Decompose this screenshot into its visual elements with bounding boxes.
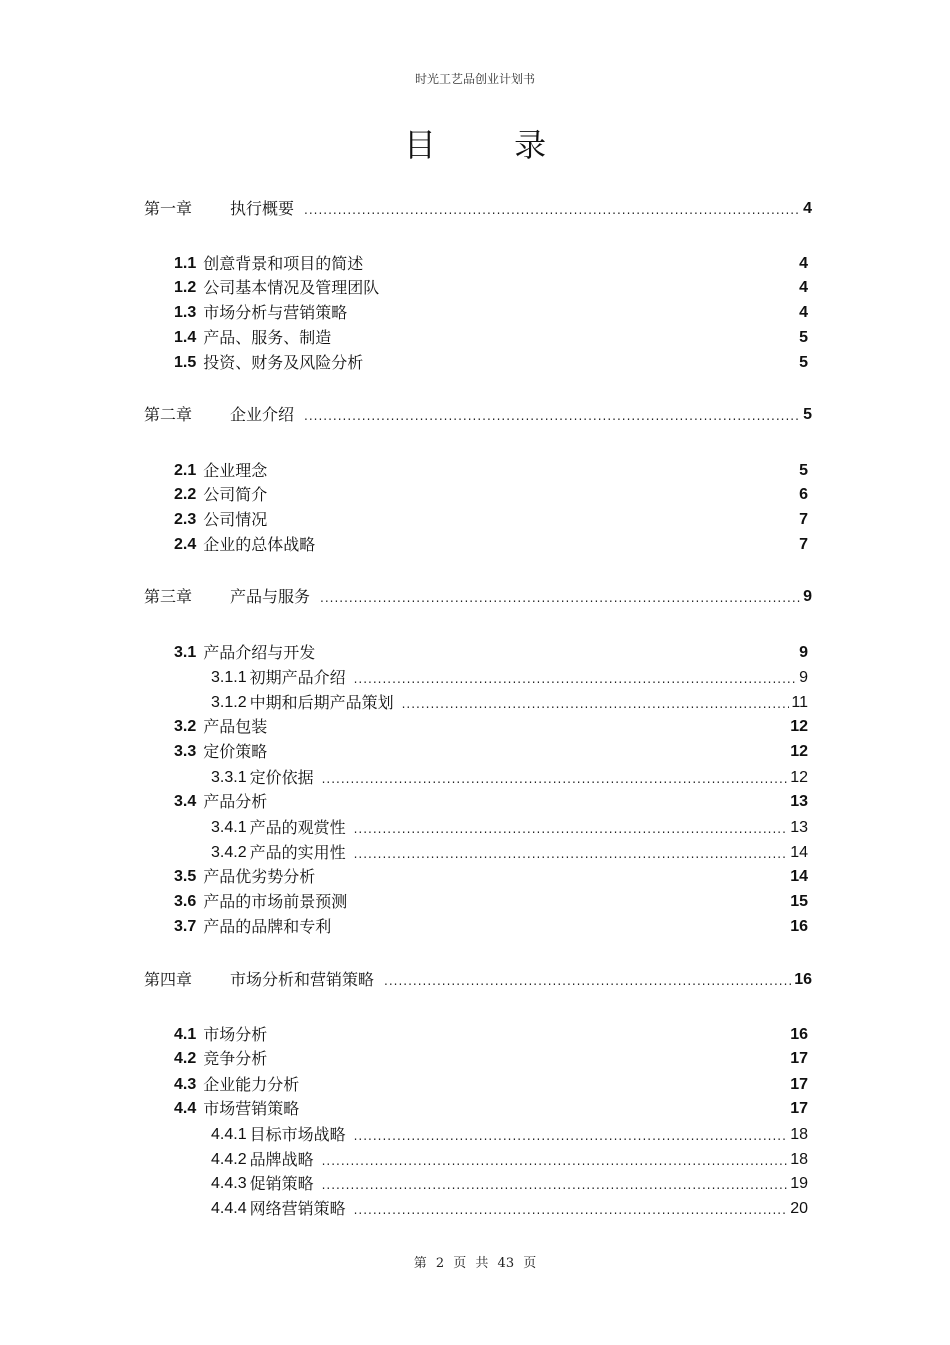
- toc-entry-number: 3.1.1: [211, 669, 247, 686]
- toc-entry-number: 4.4.2: [211, 1151, 247, 1168]
- toc-entry-number: 4.4.3: [211, 1175, 247, 1192]
- toc-entry-number: 3.2: [174, 718, 197, 735]
- toc-entry-title: 公司基本情况及管理团队: [203, 278, 380, 297]
- toc-entry-number: 1.2: [174, 279, 197, 296]
- toc-section-row[interactable]: [174, 916, 808, 938]
- toc-page-number: 4: [799, 304, 808, 321]
- toc-entry-number: 第三章: [144, 587, 193, 606]
- dot-leader: [304, 198, 801, 220]
- toc-page-number: 12: [790, 743, 808, 760]
- toc-entry-number: 4.1: [174, 1026, 197, 1043]
- toc-section-row[interactable]: [174, 534, 808, 556]
- toc-entry-number: 3.7: [174, 918, 197, 935]
- toc-entry-number: 4.4: [174, 1100, 197, 1117]
- dot-leader: [322, 767, 789, 789]
- toc-entry-title: 中期和后期产品策划: [249, 693, 394, 712]
- toc-entry-number: 第四章: [144, 970, 193, 989]
- toc-page-number: 14: [790, 844, 808, 861]
- toc-entry-number: 3.3: [174, 743, 197, 760]
- toc-sub-row[interactable]: [211, 842, 808, 864]
- toc-entry-title: 产品优劣势分析: [203, 867, 316, 886]
- toc-entry-title: 产品包装: [203, 717, 268, 736]
- toc-page-number: 17: [790, 1050, 808, 1067]
- toc-entry-number: 第一章: [144, 199, 193, 218]
- toc-title: 目 录: [403, 126, 581, 164]
- toc-page-number: 17: [790, 1100, 808, 1117]
- toc-page-number: 18: [790, 1126, 808, 1143]
- toc-entry-number: 1.3: [174, 304, 197, 321]
- toc-entry-title: 公司情况: [203, 510, 268, 529]
- toc-section-row[interactable]: [174, 716, 808, 738]
- toc-entry-number: 1.1: [174, 255, 197, 272]
- toc-section-row[interactable]: [174, 1074, 808, 1096]
- toc-sub-row[interactable]: [211, 1124, 808, 1146]
- toc-entry-number: 3.3.1: [211, 769, 247, 786]
- toc-entry-number: 2.1: [174, 462, 197, 479]
- toc-page-number: 15: [790, 893, 808, 910]
- toc-page-number: 4: [799, 279, 808, 296]
- toc-entry-title: 定价策略: [203, 742, 268, 761]
- toc-entry-number: 第二章: [144, 405, 193, 424]
- toc-section-row[interactable]: [174, 352, 808, 374]
- toc-entry-title: 定价依据: [249, 768, 314, 787]
- toc-section-row[interactable]: [174, 642, 808, 664]
- toc-page-number: 9: [799, 669, 808, 686]
- toc-page-number: 18: [790, 1151, 808, 1168]
- toc-page-number: 4: [799, 255, 808, 272]
- toc-sub-row[interactable]: [211, 1173, 808, 1195]
- page-header: 时光工艺品创业计划书: [414, 72, 535, 86]
- dot-leader: [304, 404, 801, 426]
- toc-entry-title: 企业能力分析: [203, 1075, 300, 1094]
- toc-entry-title: 创意背景和项目的简述: [203, 254, 364, 273]
- toc-section-row[interactable]: [174, 866, 808, 888]
- toc-section-row[interactable]: [174, 1098, 808, 1120]
- toc-page-number: 17: [790, 1076, 808, 1093]
- toc-page-number: 20: [790, 1200, 808, 1217]
- toc-entry-number: 3.6: [174, 893, 197, 910]
- dot-leader: [354, 1124, 789, 1146]
- toc-section-row[interactable]: [174, 891, 808, 913]
- toc-entry-number: 4.4.1: [211, 1126, 247, 1143]
- toc-entry-number: 4.4.4: [211, 1200, 247, 1217]
- toc-section-row[interactable]: [174, 741, 808, 763]
- toc-page-number: 5: [799, 329, 808, 346]
- dot-leader: [322, 1149, 789, 1171]
- toc-entry-title: 促销策略: [249, 1174, 314, 1193]
- toc-page-number: 16: [790, 1026, 808, 1043]
- toc-chapter-row[interactable]: [144, 404, 812, 426]
- toc-page-number: 7: [799, 511, 808, 528]
- toc-entry-title: 产品与服务: [230, 587, 311, 606]
- toc-entry-title: 企业介绍: [230, 405, 295, 424]
- toc-entry-number: 1.5: [174, 354, 197, 371]
- toc-entry-title: 产品、服务、制造: [203, 328, 332, 347]
- toc-sub-row[interactable]: [211, 1149, 808, 1171]
- toc-entry-title: 市场分析: [203, 1025, 268, 1044]
- toc-section-row[interactable]: [174, 1048, 808, 1070]
- toc-page-number: 16: [794, 971, 812, 988]
- toc-section-row[interactable]: [174, 509, 808, 531]
- dot-leader: [354, 1198, 789, 1220]
- toc-section-row[interactable]: [174, 277, 808, 299]
- toc-entry-title: 竞争分析: [203, 1049, 268, 1068]
- toc-section-row[interactable]: [174, 1024, 808, 1046]
- toc-page-number: 16: [790, 918, 808, 935]
- toc-entry-number: 2.2: [174, 486, 197, 503]
- dot-leader: [354, 667, 797, 689]
- toc-page-number: 4: [803, 200, 812, 217]
- toc-page-number: 9: [799, 644, 808, 661]
- toc-sub-row[interactable]: [211, 767, 808, 789]
- toc-entry-number: 2.4: [174, 536, 197, 553]
- toc-page-number: 6: [799, 486, 808, 503]
- toc-entry-number: 3.4.2: [211, 844, 247, 861]
- toc-sub-row[interactable]: [211, 817, 808, 839]
- toc-section-row[interactable]: [174, 791, 808, 813]
- toc-entry-title: 产品的市场前景预测: [203, 892, 348, 911]
- toc-entry-title: 目标市场战略: [249, 1125, 346, 1144]
- toc-entry-title: 品牌战略: [249, 1150, 314, 1169]
- toc-page-number: 9: [803, 588, 812, 605]
- toc-entry-title: 公司简介: [203, 485, 268, 504]
- toc-page-number: 7: [799, 536, 808, 553]
- toc-page-number: 12: [790, 718, 808, 735]
- toc-entry-number: 1.4: [174, 329, 197, 346]
- toc-entry-number: 3.1: [174, 644, 197, 661]
- toc-section-row[interactable]: [174, 253, 808, 275]
- toc-page-number: 11: [791, 694, 808, 711]
- toc-entry-number: 3.1.2: [211, 694, 247, 711]
- toc-entry-title: 产品的观赏性: [249, 818, 346, 837]
- toc-entry-title: 企业理念: [203, 461, 268, 480]
- toc-entry-title: 执行概要: [230, 199, 295, 218]
- toc-chapter-row[interactable]: [144, 586, 812, 608]
- toc-page-number: 14: [790, 868, 808, 885]
- toc-page-number: 19: [790, 1175, 808, 1192]
- toc-sub-row[interactable]: [211, 667, 808, 689]
- toc-entry-number: 3.4: [174, 793, 197, 810]
- toc-entry-title: 市场营销策略: [203, 1099, 300, 1118]
- toc-entry-title: 产品的实用性: [249, 843, 346, 862]
- dot-leader: [320, 586, 801, 608]
- toc-entry-title: 市场分析和营销策略: [230, 970, 375, 989]
- toc-page-number: 5: [799, 462, 808, 479]
- dot-leader: [402, 692, 790, 714]
- dot-leader: [384, 969, 792, 991]
- toc-entry-number: 4.3: [174, 1076, 197, 1093]
- toc-chapter-row[interactable]: [144, 969, 812, 991]
- toc-page-number: 5: [803, 406, 812, 423]
- toc-section-row[interactable]: [174, 327, 808, 349]
- toc-entry-title: 产品的品牌和专利: [203, 917, 332, 936]
- dot-leader: [322, 1173, 789, 1195]
- dot-leader: [354, 817, 789, 839]
- toc-page-number: 13: [790, 819, 808, 836]
- toc-entry-number: 2.3: [174, 511, 197, 528]
- toc-entry-number: 4.2: [174, 1050, 197, 1067]
- toc-chapter-row[interactable]: [144, 198, 812, 220]
- toc-entry-title: 投资、财务及风险分析: [203, 353, 364, 372]
- toc-entry-number: 3.4.1: [211, 819, 247, 836]
- toc-entry-title: 企业的总体战略: [203, 535, 316, 554]
- toc-entry-number: 3.5: [174, 868, 197, 885]
- toc-sub-row[interactable]: [211, 1198, 808, 1220]
- toc-section-row[interactable]: [174, 460, 808, 482]
- toc-page-number: 12: [790, 769, 808, 786]
- toc-page-number: 13: [790, 793, 808, 810]
- dot-leader: [354, 842, 789, 864]
- toc-entry-title: 产品分析: [203, 792, 268, 811]
- page-footer: 第 2 页 共 43 页: [413, 1256, 537, 1271]
- toc-entry-title: 初期产品介绍: [249, 668, 346, 687]
- toc-entry-title: 产品介绍与开发: [203, 643, 316, 662]
- toc-section-row[interactable]: [174, 484, 808, 506]
- toc-sub-row[interactable]: [211, 692, 808, 714]
- toc-section-row[interactable]: [174, 302, 808, 324]
- toc-entry-title: 市场分析与营销策略: [203, 303, 348, 322]
- toc-page-number: 5: [799, 354, 808, 371]
- toc-entry-title: 网络营销策略: [249, 1199, 346, 1218]
